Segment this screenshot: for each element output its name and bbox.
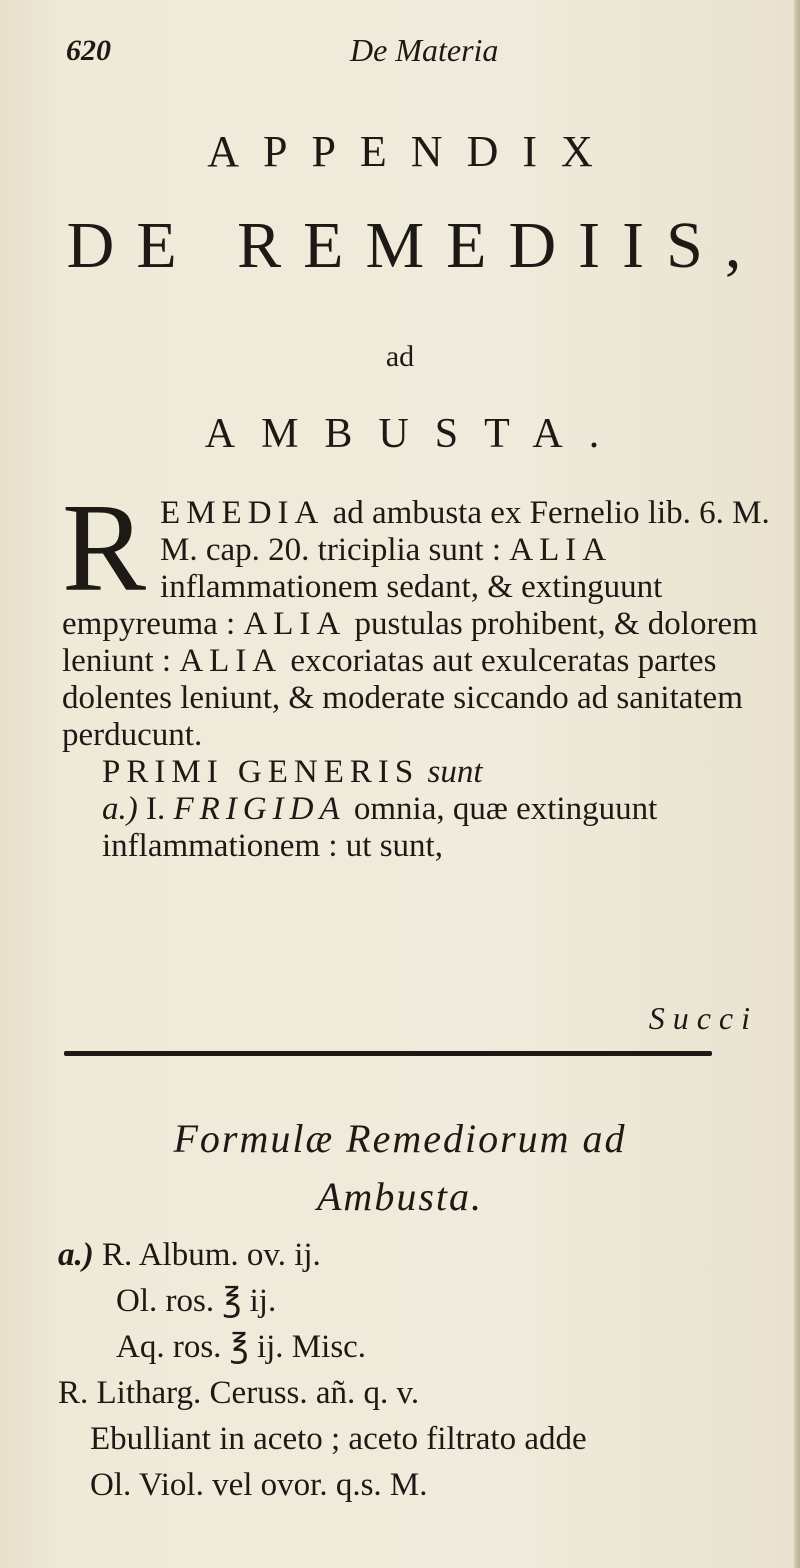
text-alia-2: pustulas prohibent, & dolorem leniunt : [62,606,758,679]
heading-de-remediis: DE REMEDIIS, [66,209,764,282]
recipe-text: Ebulliant in aceto ; aceto filtrato adde [90,1421,587,1457]
catchword: Succi [648,1000,758,1036]
recipe-text: R. Litharg. Ceruss. añ. q. v. [58,1375,420,1411]
recipe-text: R. Album. ov. ij. [102,1237,321,1273]
recipe-label: a.) [58,1237,94,1273]
formula-title [0,1110,800,1226]
section-divider [64,1051,712,1056]
running-head [0,28,800,78]
recipe-line [58,1232,778,1278]
text-alia-3: excoriatas aut exulceratas partes dolentes leniunt, & moderate siccando ad sanitatem perducunt. [62,643,743,753]
formula-title-line-1: Formulæ Remediorum ad [173,1116,627,1161]
running-title: De Materia [350,32,499,68]
drop-cap: R [62,479,147,618]
recipe-line [58,1278,778,1324]
small-caps-frigida: FRIGIDA [173,791,346,827]
small-caps-primi-generis: PRIMI GENERIS [102,754,420,790]
item-a-label: a.) [102,791,138,827]
item-a-text: omnia, quæ extinguunt inflammationem : ut sunt, [102,791,658,864]
recipe-line [58,1416,778,1462]
small-caps-alia-1: ALIA [509,532,613,568]
small-caps-alia-2: ALIA [243,606,347,642]
small-caps-alia-3: ALIA [179,643,283,679]
heading-ad: ad [385,340,415,373]
heading-appendix: APPENDIX [207,127,617,176]
recipe-text: Aq. ros. ℥ ij. Misc. [116,1329,367,1365]
recipe-line [58,1462,778,1508]
text-intro: ad ambusta ex Fernelio lib. 6. M. M. cap. 20. triciplia sunt : [160,495,770,568]
recipe-line [58,1370,778,1416]
text-sunt: sunt [427,754,483,790]
item-a-number: I. [146,791,166,827]
formula-title-line-2: Ambusta. [317,1174,483,1219]
primi-generis-line [62,754,777,791]
small-caps-remedia: EMEDIA [160,495,325,531]
heading-ambusta: AMBUSTA. [204,411,626,457]
recipe-text: Ol. Viol. vel ovor. q.s. M. [90,1467,428,1503]
page-number: 620 [66,34,111,67]
recipe-line [58,1324,778,1370]
body-paragraph [62,479,777,865]
text-alia-1: inflammationem sedant, & extinguunt empyreuma : [62,569,663,642]
recipe-list [58,1232,778,1508]
item-a [62,791,777,865]
recipe-text: Ol. ros. ℥ ij. [116,1283,277,1319]
